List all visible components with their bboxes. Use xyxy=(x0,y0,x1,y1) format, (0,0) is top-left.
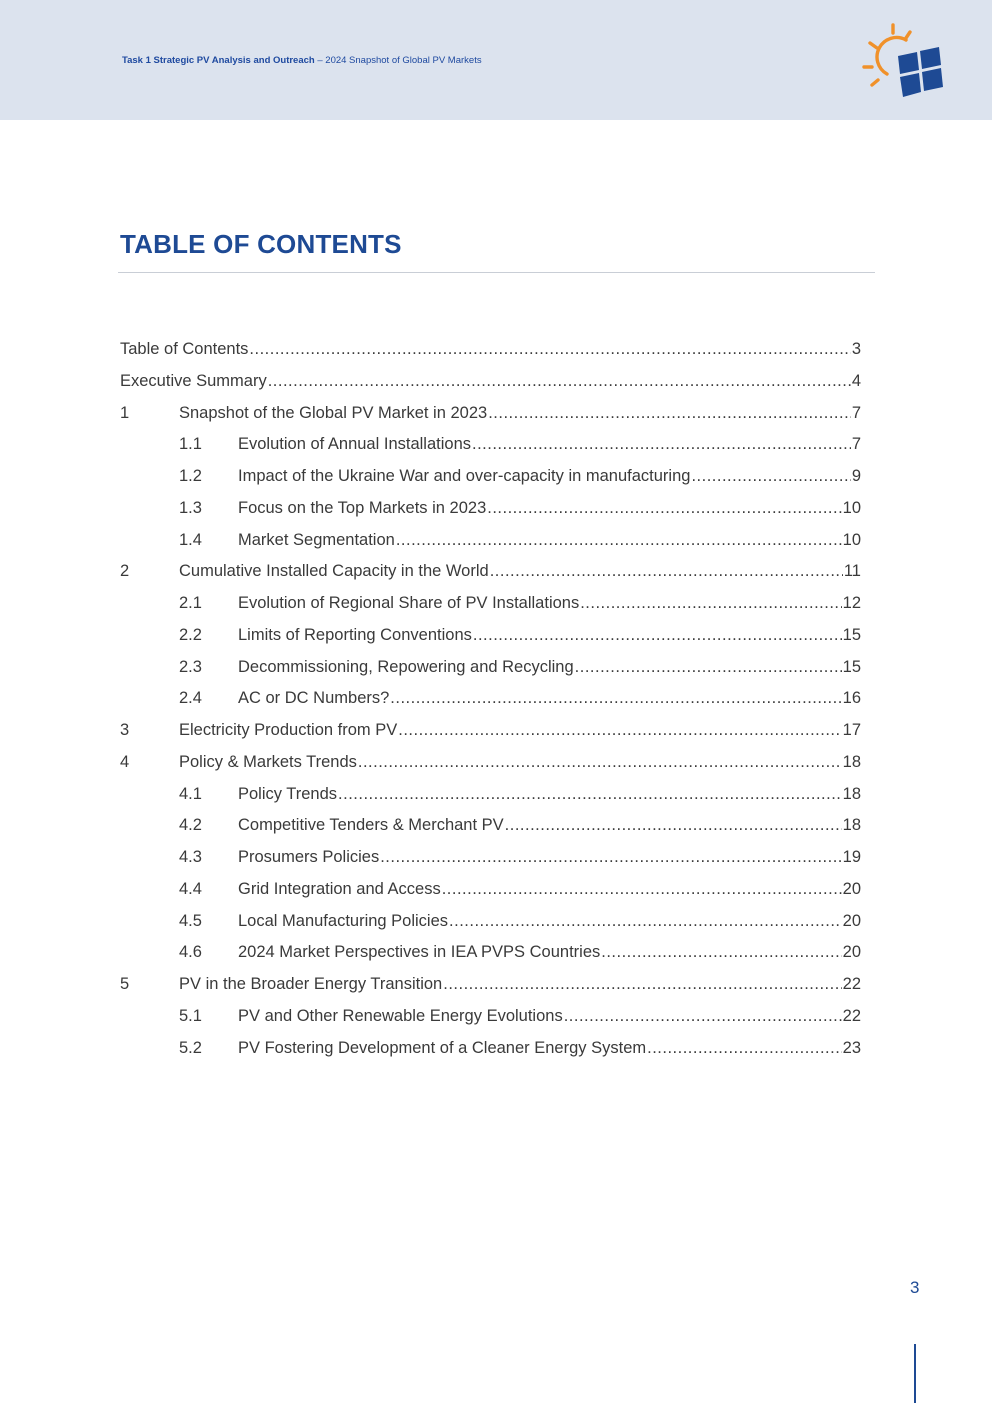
toc-dot-leader xyxy=(442,874,842,906)
toc-dot-leader xyxy=(490,556,843,588)
toc-entry-number: 4.4 xyxy=(179,879,202,898)
toc-entry-page: 15 xyxy=(842,657,861,676)
toc-dot-leader xyxy=(449,906,842,938)
toc-dot-leader xyxy=(390,683,841,715)
toc-entry-title: Competitive Tenders & Merchant PV xyxy=(238,816,504,835)
toc-entry-number: 1.2 xyxy=(179,467,202,485)
toc-dot-leader xyxy=(505,810,842,842)
toc-entry-number: 5.2 xyxy=(179,1038,202,1057)
toc-dot-leader xyxy=(443,969,841,1001)
toc-dot-leader xyxy=(580,588,841,620)
toc-entry[interactable] xyxy=(120,1001,861,1033)
toc-entry-page: 18 xyxy=(842,816,861,835)
toc-entry-number: 4 xyxy=(120,752,130,771)
toc-entry-title: Limits of Reporting Conventions xyxy=(238,625,472,644)
toc-dot-leader xyxy=(380,842,841,874)
toc-entry-title: Table of Contents xyxy=(120,340,249,358)
toc-entry[interactable] xyxy=(120,525,861,557)
toc-entry-page: 7 xyxy=(851,403,861,422)
toc-entry-title: Prosumers Policies xyxy=(238,848,380,866)
toc-entry-number: 4.3 xyxy=(179,848,202,866)
toc-entry-title: Cumulative Installed Capacity in the World xyxy=(179,562,489,581)
toc-dot-leader xyxy=(564,1001,842,1033)
toc-entry-title: Evolution of Annual Installations xyxy=(238,435,471,454)
toc-entry[interactable] xyxy=(120,334,861,366)
toc-entry-page: 22 xyxy=(842,975,861,993)
toc-entry-number: 1 xyxy=(120,403,130,422)
toc-dot-leader xyxy=(488,398,851,430)
toc-entry-page: 15 xyxy=(842,625,861,644)
toc-entry-title: Impact of the Ukraine War and over-capacity in manufacturing xyxy=(238,467,691,485)
toc-entry-title: Executive Summary xyxy=(120,371,267,390)
toc-entry-title: PV Fostering Development of a Cleaner Energy System xyxy=(238,1038,647,1057)
toc-entry-number: 1.4 xyxy=(179,530,202,549)
page-header xyxy=(0,0,992,120)
toc-entry-title: 2024 Market Perspectives in IEA PVPS Countries xyxy=(238,943,601,962)
toc-entry-page: 17 xyxy=(842,721,861,739)
toc-dot-leader xyxy=(601,937,841,969)
toc-entry-page: 10 xyxy=(842,530,861,549)
toc-entry-number: 4.1 xyxy=(179,784,202,803)
toc-dot-leader xyxy=(487,493,841,525)
toc-entry-page: 20 xyxy=(842,943,861,962)
toc-dot-leader xyxy=(473,620,842,652)
toc-dot-leader xyxy=(358,747,842,779)
toc-entry-page: 18 xyxy=(842,784,861,803)
toc-entry-number: 2.4 xyxy=(179,689,202,708)
toc-dot-leader xyxy=(472,429,851,461)
toc-entry-title: Grid Integration and Access xyxy=(238,879,441,898)
toc-entry-page: 12 xyxy=(842,594,861,612)
toc-entry-number: 5.1 xyxy=(179,1006,202,1025)
toc-entry-title: Market Segmentation xyxy=(238,530,395,549)
toc-entry-page: 7 xyxy=(851,435,861,454)
toc-entry-number: 2.3 xyxy=(179,657,202,676)
toc-entry[interactable] xyxy=(120,969,861,1001)
toc-entry-page: 10 xyxy=(842,498,861,517)
toc-dot-leader xyxy=(575,652,842,684)
toc-entry-title: AC or DC Numbers? xyxy=(238,689,390,708)
toc-entry-title: Policy & Markets Trends xyxy=(179,752,357,771)
toc-entry-page: 16 xyxy=(842,689,861,708)
toc-entry[interactable] xyxy=(120,366,861,398)
toc-entry-number: 4.6 xyxy=(179,943,202,962)
toc-entry[interactable] xyxy=(120,398,861,430)
toc-entry-number: 4.5 xyxy=(179,911,202,930)
toc-entry[interactable] xyxy=(120,842,861,874)
toc-entry[interactable] xyxy=(120,556,861,588)
toc-dot-leader xyxy=(647,1033,842,1065)
toc-entry[interactable] xyxy=(120,937,861,969)
toc-entry[interactable] xyxy=(120,652,861,684)
toc-dot-leader xyxy=(398,715,841,747)
toc-entry[interactable] xyxy=(120,747,861,779)
toc-entry-page: 9 xyxy=(851,467,861,485)
toc-entry-title: Decommissioning, Repowering and Recycling xyxy=(238,657,574,676)
header-running-title xyxy=(122,55,482,66)
toc-entry[interactable] xyxy=(120,715,861,747)
toc-entry-page: 23 xyxy=(842,1038,861,1057)
toc-entry-page: 20 xyxy=(842,879,861,898)
toc-entry-page: 20 xyxy=(842,911,861,930)
toc-entry[interactable] xyxy=(120,1033,861,1065)
toc-entry-number: 3 xyxy=(120,721,130,739)
toc-entry-title: Policy Trends xyxy=(238,784,338,803)
toc-entry-title: PV in the Broader Energy Transition xyxy=(179,975,443,993)
toc-entry-page: 22 xyxy=(842,1006,861,1025)
toc-entry-page: 19 xyxy=(842,848,861,866)
page-title: TABLE OF CONTENTS xyxy=(120,229,402,259)
toc-entry-number: 4.2 xyxy=(179,816,202,835)
toc-dot-leader xyxy=(249,334,850,366)
toc-entry[interactable] xyxy=(120,906,861,938)
toc-entry-title: Snapshot of the Global PV Market in 2023 xyxy=(179,403,488,422)
toc-entry[interactable] xyxy=(120,779,861,811)
toc-entry[interactable] xyxy=(120,874,861,906)
toc-entry-number: 1.1 xyxy=(179,435,202,454)
toc-entry[interactable] xyxy=(120,461,861,493)
toc-entry-number: 5 xyxy=(120,975,130,993)
toc-entry[interactable] xyxy=(120,620,861,652)
toc-dot-leader xyxy=(268,366,851,398)
header-report-title: – 2024 Snapshot of Global PV Markets xyxy=(314,55,482,66)
toc-dot-leader xyxy=(396,525,842,557)
toc-entry-page: 18 xyxy=(842,752,861,771)
title-divider xyxy=(118,272,875,273)
toc-entry-number: 2.1 xyxy=(179,594,202,612)
page-number: 3 xyxy=(910,1278,920,1297)
toc-dot-leader xyxy=(691,461,850,493)
sun-solar-panel-icon xyxy=(858,22,948,102)
toc-entry[interactable] xyxy=(120,429,861,461)
toc-dot-leader xyxy=(338,779,842,811)
toc-entry-page: 3 xyxy=(851,340,861,358)
toc-entry[interactable] xyxy=(120,810,861,842)
toc-entry-page: 11 xyxy=(843,562,861,581)
toc-entry-title: Electricity Production from PV xyxy=(179,721,398,739)
header-task-label: Task 1 Strategic PV Analysis and Outreach xyxy=(122,55,315,66)
toc-entry[interactable] xyxy=(120,493,861,525)
toc-entry-number: 2.2 xyxy=(179,625,202,644)
toc-entry-title: Focus on the Top Markets in 2023 xyxy=(238,498,487,517)
toc-entry-number: 2 xyxy=(120,562,130,581)
toc-entry[interactable] xyxy=(120,683,861,715)
toc-entry-title: PV and Other Renewable Energy Evolutions xyxy=(238,1006,563,1025)
toc-entry-title: Local Manufacturing Policies xyxy=(238,911,449,930)
toc-entry-page: 4 xyxy=(851,371,861,390)
table-of-contents xyxy=(120,334,861,1064)
page-edge-bar xyxy=(914,1344,916,1403)
toc-entry[interactable] xyxy=(120,588,861,620)
toc-entry-title: Evolution of Regional Share of PV Installations xyxy=(238,594,580,612)
toc-entry-number: 1.3 xyxy=(179,498,202,517)
